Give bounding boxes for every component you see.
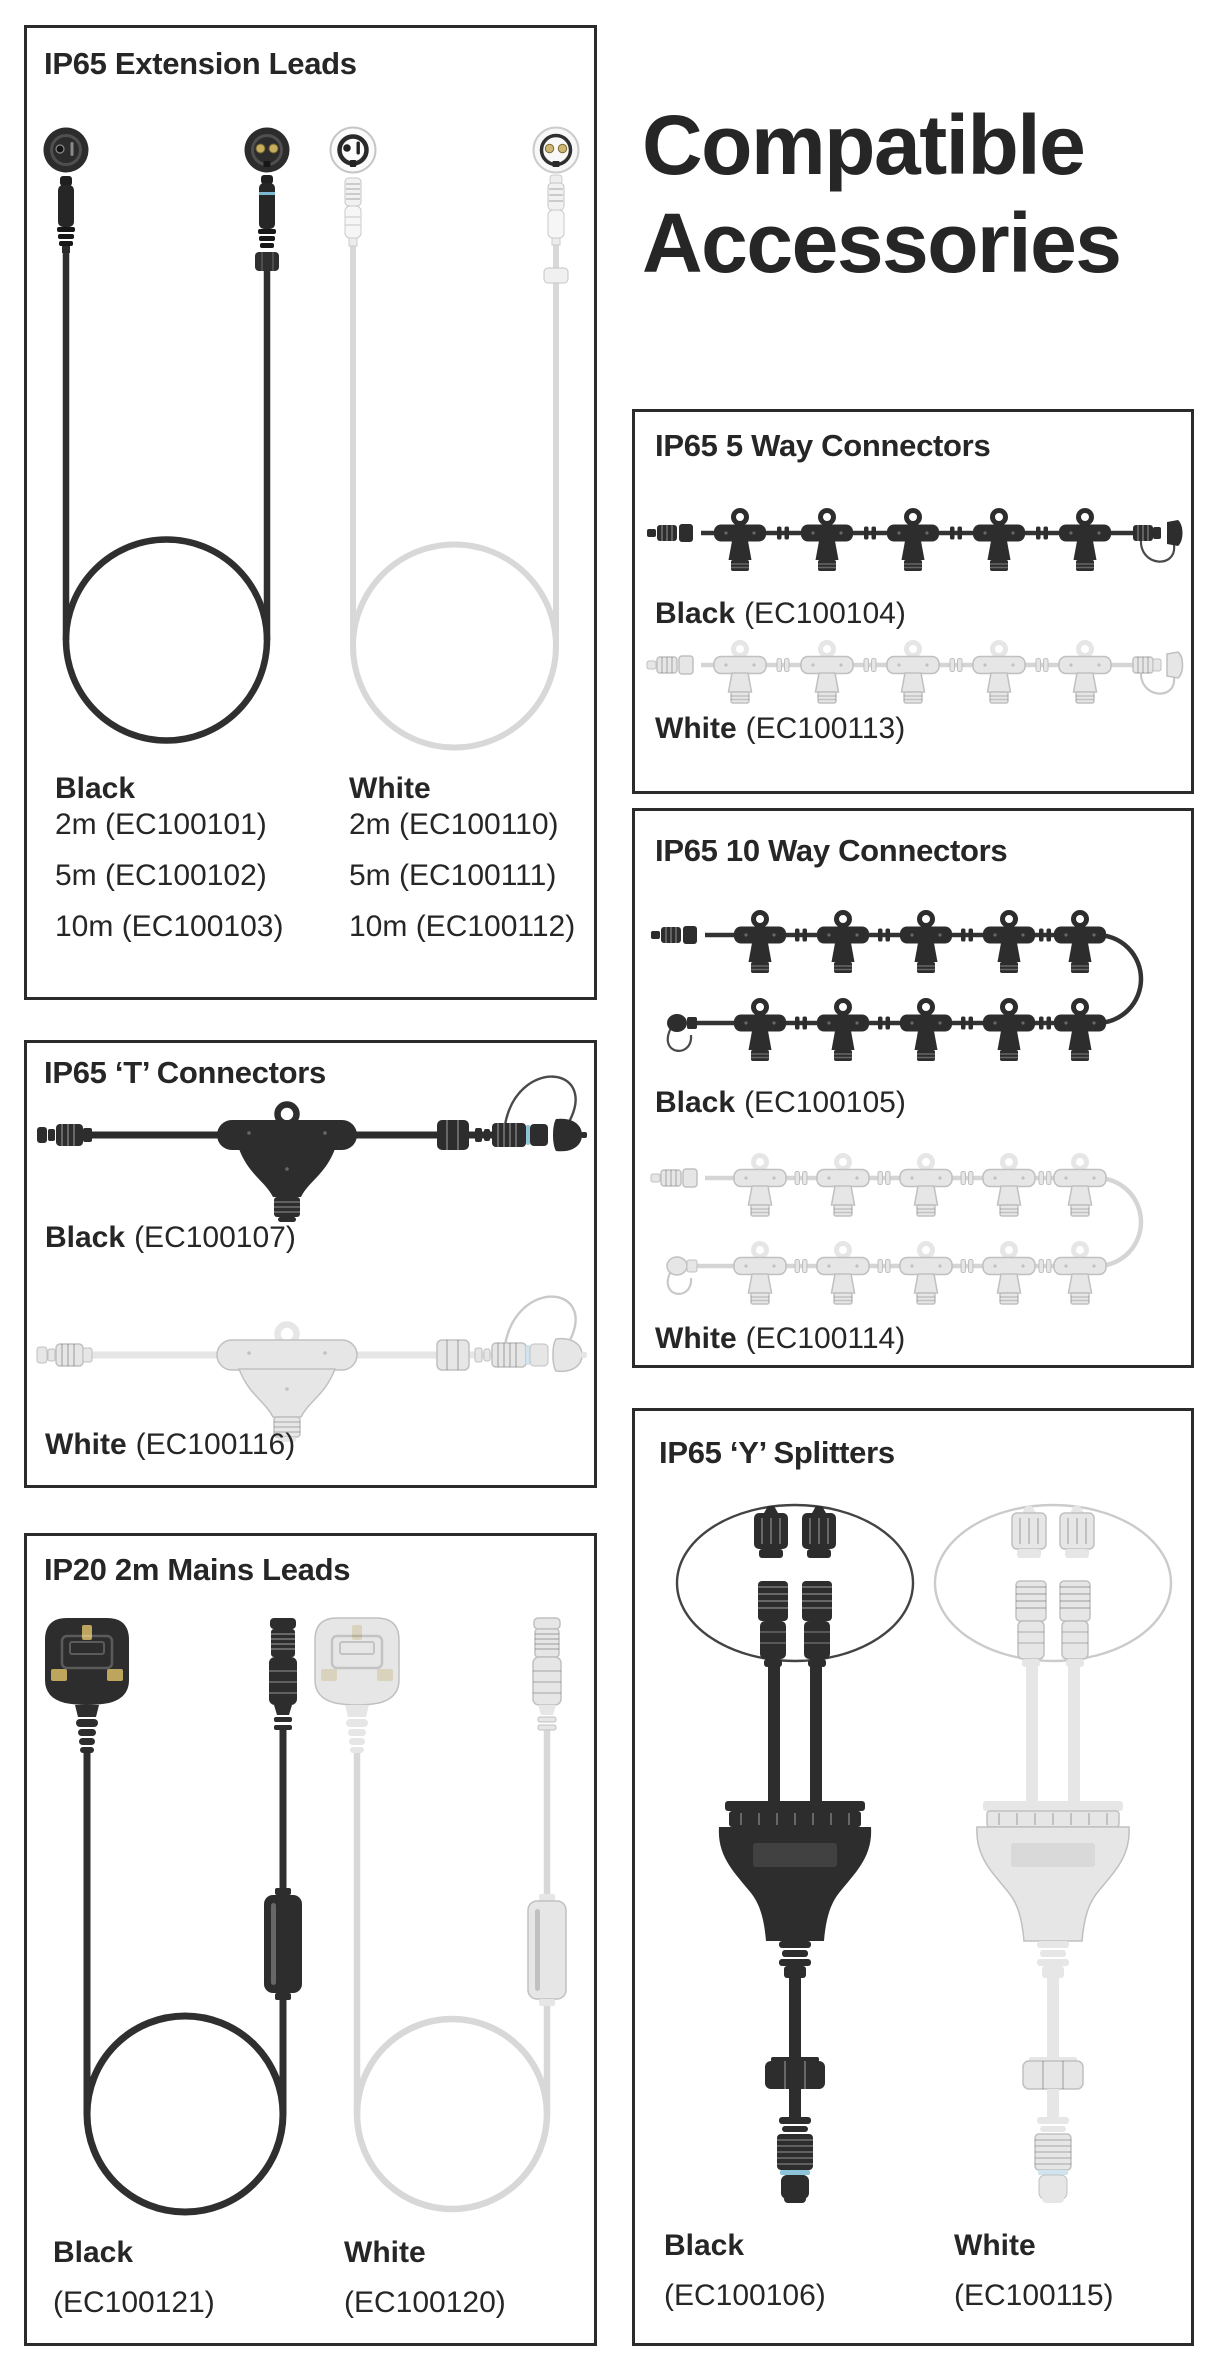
black-variant-label: Black bbox=[55, 772, 136, 805]
black-variant-label: Black bbox=[664, 2229, 745, 2262]
white-variant-line bbox=[45, 1428, 295, 1462]
black-variant-items bbox=[55, 799, 283, 952]
black-variant-code: (EC100104) bbox=[744, 597, 906, 630]
black-variant-label: Black bbox=[655, 597, 736, 630]
white-cable-coil bbox=[353, 545, 556, 748]
section-t-connectors bbox=[24, 1040, 597, 1488]
section-heading: IP20 2m Mains Leads bbox=[44, 1552, 351, 1587]
white-variant-line bbox=[655, 1322, 905, 1356]
black-variant-line bbox=[655, 1086, 906, 1120]
black-y-splitter bbox=[719, 1506, 871, 2203]
white-y-splitter bbox=[977, 1506, 1129, 2203]
item-code: 5m (EC100111) bbox=[349, 859, 557, 892]
black-variant-label: Black bbox=[45, 1221, 126, 1254]
white-variant-code: (EC100113) bbox=[745, 712, 906, 745]
black-variant-label: Black bbox=[655, 1086, 736, 1119]
white-variant-code: (EC100115) bbox=[954, 2279, 1114, 2312]
black-variant-code: (EC100105) bbox=[744, 1086, 906, 1119]
white-variant-label: White bbox=[655, 1322, 737, 1355]
item-code: 2m (EC100110) bbox=[349, 808, 559, 841]
item-code: 10m (EC100112) bbox=[349, 910, 576, 943]
black-variant-code: (EC100106) bbox=[664, 2279, 826, 2312]
white-extension-lead-2 bbox=[534, 128, 579, 647]
black-t-connector bbox=[37, 1077, 587, 1222]
white-variant-label: White bbox=[954, 2229, 1036, 2262]
section-mains-leads bbox=[24, 1533, 597, 2346]
item-code: 10m (EC100103) bbox=[55, 910, 284, 943]
white-10-way-string bbox=[651, 1156, 1141, 1305]
white-variant-line bbox=[655, 712, 905, 746]
section-heading: IP65 Extension Leads bbox=[44, 46, 357, 81]
white-wire-loop bbox=[935, 1505, 1171, 1661]
section-y-splitters bbox=[632, 1408, 1194, 2346]
white-extension-lead-1 bbox=[331, 128, 376, 647]
black-variant-code: (EC100121) bbox=[53, 2286, 215, 2319]
white-variant-label: White bbox=[45, 1428, 127, 1461]
black-mains-lead bbox=[45, 1618, 302, 2212]
black-5-way-string bbox=[647, 511, 1183, 572]
white-variant-label: White bbox=[344, 2236, 426, 2269]
t-connectors-illustration bbox=[27, 1043, 594, 1485]
black-10-way-string bbox=[651, 913, 1141, 1062]
section-10-way-connectors bbox=[632, 808, 1194, 1368]
white-t-connector bbox=[37, 1297, 587, 1442]
white-variant-code: (EC100116) bbox=[135, 1428, 296, 1461]
black-extension-lead-1 bbox=[44, 128, 89, 641]
black-variant-line bbox=[45, 1221, 296, 1255]
black-extension-lead-2 bbox=[245, 128, 290, 641]
section-extension-leads bbox=[24, 25, 597, 1000]
white-variant-code: (EC100114) bbox=[745, 1322, 906, 1355]
white-variant-code: (EC100120) bbox=[344, 2286, 506, 2319]
white-variant-label: White bbox=[655, 712, 737, 745]
item-code: 5m (EC100102) bbox=[55, 859, 267, 892]
black-wire-loop bbox=[677, 1505, 913, 1661]
item-code: 2m (EC100101) bbox=[55, 808, 267, 841]
white-mains-lead bbox=[315, 1618, 566, 2209]
white-5-way-string bbox=[647, 643, 1183, 704]
white-variant-label: White bbox=[349, 772, 431, 805]
y-splitters-illustration bbox=[635, 1411, 1191, 2343]
black-variant-line bbox=[655, 597, 906, 631]
section-heading: IP65 ‘T’ Connectors bbox=[44, 1055, 326, 1090]
black-variant-label: Black bbox=[53, 2236, 134, 2269]
section-heading: IP65 5 Way Connectors bbox=[655, 428, 991, 463]
black-variant-code: (EC100107) bbox=[134, 1221, 296, 1254]
section-heading: IP65 ‘Y’ Splitters bbox=[659, 1435, 895, 1470]
page-title-line2: Accessories bbox=[642, 196, 1121, 291]
mains-leads-illustration bbox=[27, 1536, 594, 2343]
section-heading: IP65 10 Way Connectors bbox=[655, 833, 1008, 868]
page-title-line1: Compatible bbox=[642, 98, 1085, 192]
black-cable-coil bbox=[66, 540, 267, 741]
white-variant-items bbox=[349, 799, 575, 952]
page-title bbox=[642, 96, 1121, 293]
section-5-way-connectors bbox=[632, 409, 1194, 794]
